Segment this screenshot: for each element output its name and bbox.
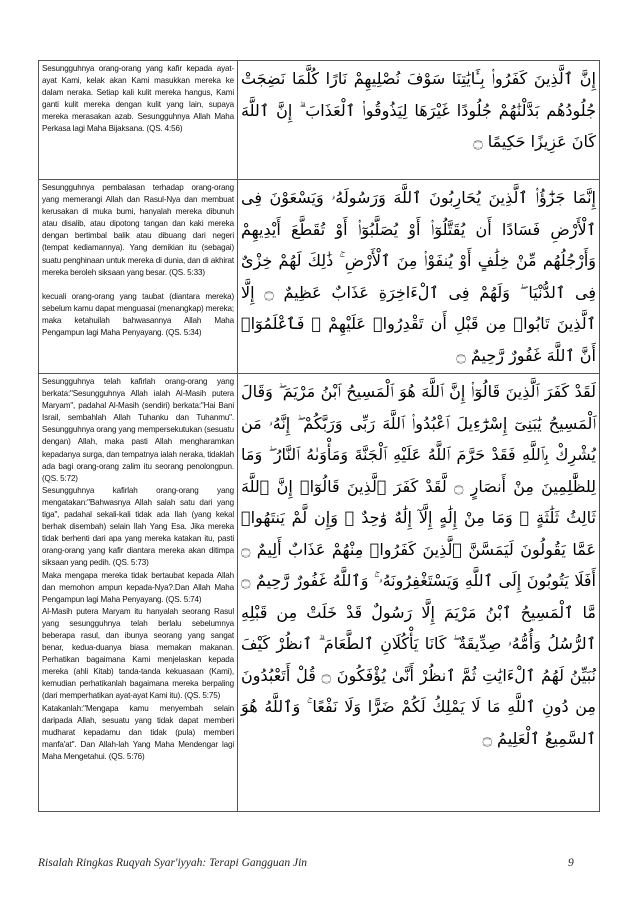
translation-paragraph: Sesungguhnya kafirlah orang-orang yang mengatakan:"Bahwasnya Allah salah satu dari yang tiga", padahal sekali-kali tidak ada Ilah (yang kekal berhak disembah) selain Ilah Yang Esa. Jika mereka tidak berhenti dari apa yang mereka katakan itu, pasti orang-orang yang kafir diantara mereka akan ditimpa siksaan yang pedih. (QS. 5:73) xyxy=(42,485,237,568)
page-number: 9 xyxy=(568,857,574,869)
translation-paragraph: Maka mengapa mereka tidak bertaubat kepada Allah dan memohon ampun kepada-Nya?.Dan Allah Maha Pengampun lagi Maha Penyayang. (QS. 5:74) xyxy=(42,570,237,604)
table-row xyxy=(39,180,600,374)
translation-cell xyxy=(39,61,238,180)
table-row xyxy=(39,61,600,180)
translation-paragraph: Sesungguhnya orang-orang yang kafir kepada ayat-ayat Kami, kelak akan Kami masukkan mereka ke dalam neraka. Setiap kali kulit mereka hangus, Kami ganti kulit mereka dengan kulit yang lain, supaya mereka merasakan azab. Sesungguhnya Allah Maha Perkasa lagi Maha Bijaksana. (QS. 4:56) xyxy=(42,64,237,134)
translation-paragraph: Sesungguhnya pembalasan terhadap orang-orang yang memerangi Allah dan Rasul-Nya dan membuat kerusakan di muka bumi, hanyalah mereka dibunuh atau disalib, atau dipotong tangan dan kaki mereka dengan bertimbal balik atau dibuang dari negeri (tempat kediamannya). Yang demikian itu (sebagai) suatu penghinaan untuk mereka di dunia, dan di akhirat mereka beroleh siksaan yang besar. (QS. 5:33) xyxy=(42,183,237,277)
verses-table xyxy=(38,60,600,812)
translation-paragraph: Al-Masih putera Maryam itu hanyalah seorang Rasul yang sesungguhnya telah berlalu sebelumnya beberapa rasul, dan ibunya seorang yang sangat benar, kedua-duanya biasa memakan makanan. Perhatikan bagaimana Kami menjelaskan kepada mereka (ahli Kitab) tanda-tanda kekuasaan (Kami), kemudian perhatikanlah bagaimana mereka berpaling (dari memperhatikan ayat-ayat Kami itu). (QS. 5:75) xyxy=(42,606,237,701)
translation-paragraph: Katakanlah:"Mengapa kamu menyembah selain daripada Allah, sesuatu yang tidak dapat memberi mudharat kepadamu dan tidak (pula) memberi manfa'at". Dan Allah-lah Yang Maha Mendengar lagi Maha Mengetahui. (QS. 5:76) xyxy=(42,703,237,761)
arabic-verse-cell: إِنَّمَا جَزَٰٓؤُا۟ ٱلَّذِينَ يُحَارِبُونَ ٱللَّهَ وَرَسُولَهُۥ وَيَسْعَوْنَ فِى ٱلْأَرْضِ فَسَادًا أَن يُقَتَّلُوٓا۟ أَوْ يُصَلَّبُوٓا۟ أَوْ تُقَطَّعَ أَيْدِيهِمْ وَأَرْجُلُهُم مِّنْ خِلَٰفٍ أَوْ يُنفَوْا۟ مِنَ ٱلْأَرْضِ ۚ ذَٰلِكَ لَهُمْ خِزْىٌ فِى ٱلدُّنْيَا ۖ وَلَهُمْ فِى ٱلْءَاخِرَةِ عَذَابٌ عَظِيمٌ ۝ إِلَّا ٱلَّذِينَ تَابُوا۟ مِن قَبْلِ أَن تَقْدِرُوا۟ عَلَيْهِمْ ۖ فَٱعْلَمُوٓا۟ أَنَّ ٱللَّهَ غَفُورٌ رَّحِيمٌ ۝ xyxy=(238,180,600,374)
translation-paragraph: Sesungguhnya telah kafirlah orang-orang yang berkata:"Sesungguhnya Allah ialah Al-Masih putera Maryam", padahal Al-Masih (sendiri) berkata:"Hai Bani Israil, sembahlah Allah Tuhanku dan Tuhanmu". Sesungguhnya orang yang mempersekutukan (sesuatu dengan) Allah, maka pasti Allah mengharamkan kepadanya surga, dan tempatnya ialah neraka, tidaklah ada bagi orang-orang zalim itu seorang penolongpun. (QS. 5:72) xyxy=(42,377,237,483)
footer-book-title: Risalah Ringkas Ruqyah Syar'iyyah: Terapi Gangguan Jin xyxy=(38,857,308,869)
table-row xyxy=(39,374,600,812)
arabic-verse-cell: لَقَدْ كَفَرَ ٱلَّذِينَ قَالُوٓا۟ إِنَّ ٱللَّهَ هُوَ ٱلْمَسِيحُ ٱبْنُ مَرْيَمَ ۖ وَقَالَ ٱلْمَسِيحُ يَٰبَنِىٓ إِسْرَٰٓءِيلَ ٱعْبُدُوا۟ ٱللَّهَ رَبِّى وَرَبَّكُمْ ۖ إِنَّهُۥ مَن يُشْرِكْ بِٱللَّهِ فَقَدْ حَرَّمَ ٱللَّهُ عَلَيْهِ ٱلْجَنَّةَ وَمَأْوَىٰهُ ٱلنَّارُ ۖ وَمَا لِلظَّٰلِمِينَ مِنْ أَنصَارٍ ۝ لَّقَدْ كَفَرَ ٱلَّذِينَ قَالُوٓا۟ إِنَّ ٱللَّهَ ثَالِثُ ثَلَٰثَةٍ ۘ وَمَا مِنْ إِلَٰهٍ إِلَّآ إِلَٰهٌ وَٰحِدٌ ۚ وَإِن لَّمْ يَنتَهُوا۟ عَمَّا يَقُولُونَ لَيَمَسَّنَّ ٱلَّذِينَ كَفَرُوا۟ مِنْهُمْ عَذَابٌ أَلِيمٌ ۝ أَفَلَا يَتُوبُونَ إِلَى ٱللَّهِ وَيَسْتَغْفِرُونَهُۥ ۚ وَٱللَّهُ غَفُورٌ رَّحِيمٌ ۝ مَّا ٱلْمَسِيحُ ٱبْنُ مَرْيَمَ إِلَّا رَسُولٌ قَدْ خَلَتْ مِن قَبْلِهِ ٱلرُّسُلُ وَأُمُّهُۥ صِدِّيقَةٌ ۖ كَانَا يَأْكُلَانِ ٱلطَّعَامَ ۗ ٱنظُرْ كَيْفَ نُبَيِّنُ لَهُمُ ٱلْءَايَٰتِ ثُمَّ ٱنظُرْ أَنَّىٰ يُؤْفَكُونَ ۝ قُلْ أَتَعْبُدُونَ مِن دُونِ ٱللَّهِ مَا لَا يَمْلِكُ لَكُمْ ضَرًّا وَلَا نَفْعًا ۚ وَٱللَّهُ هُوَ ٱلسَّمِيعُ ٱلْعَلِيمُ ۝ xyxy=(238,374,600,812)
translation-cell xyxy=(39,374,238,812)
translation-cell xyxy=(39,180,238,374)
translation-paragraph: kecuali orang-orang yang taubat (diantara mereka) sebelum kamu dapat menguasai (menangkap) mereka; maka ketahuilah bahwasannya Allah Maha Pengampun lagi Maha Penyayang. (QS. 5:34) xyxy=(42,291,237,338)
arabic-verse-cell: إِنَّ ٱلَّذِينَ كَفَرُوا۟ بِـَٔايَٰتِنَا سَوْفَ نُصْلِيهِمْ نَارًا كُلَّمَا نَضِجَتْ جُلُودُهُم بَدَّلْنَٰهُمْ جُلُودًا غَيْرَهَا لِيَذُوقُوا۟ ٱلْعَذَابَ ۗ إِنَّ ٱللَّهَ كَانَ عَزِيزًا حَكِيمًا ۝ xyxy=(238,61,600,180)
